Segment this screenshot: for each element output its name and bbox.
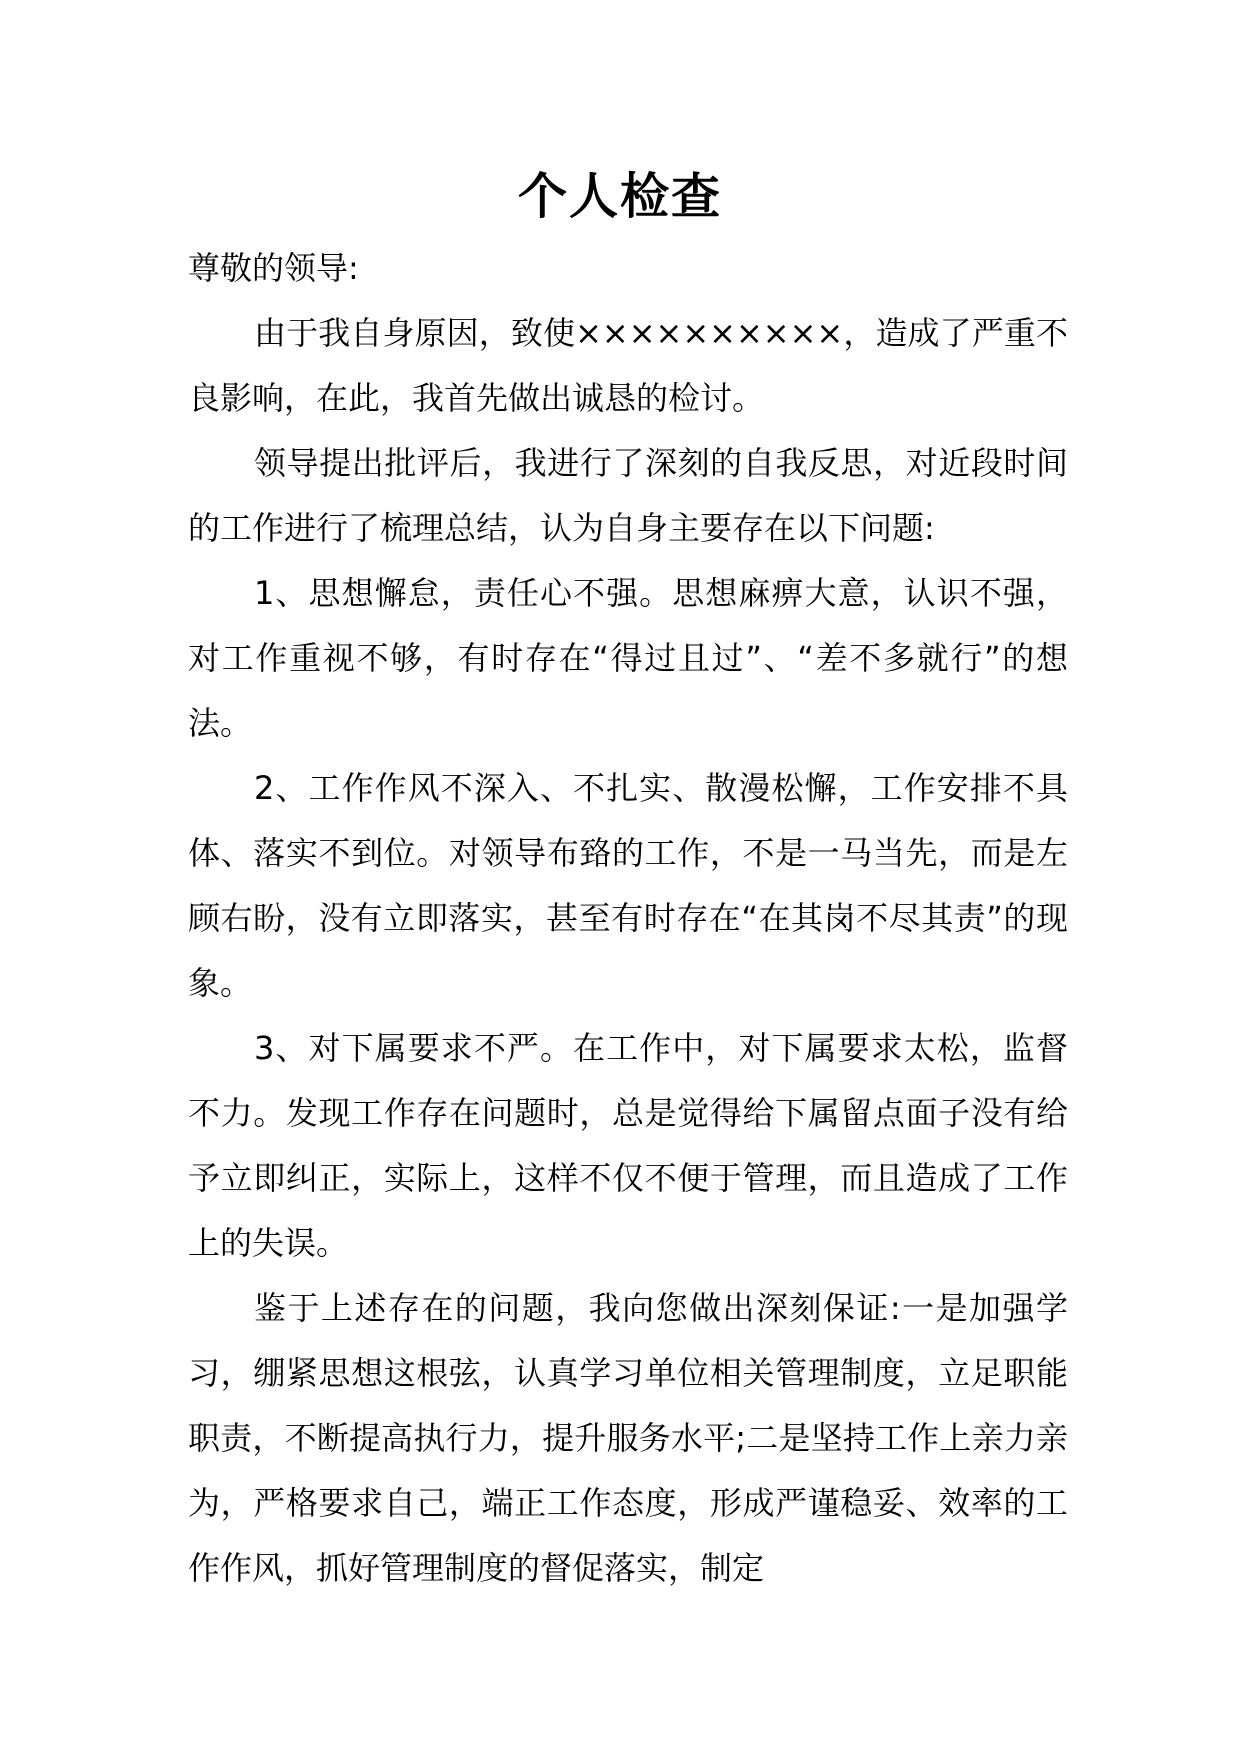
paragraph-6: 鉴于上述存在的问题，我向您做出深刻保证:一是加强学习，绷紧思想这根弦，认真学习单位相关管理制度，立足职能职责，不断提高执行力，提升服务水平;二是坚持工作上亲力亲为，严格要求自己，端正工作态度，形成严谨稳妥、效率的工作作风，抓好管理制度的督促落实，制定 xyxy=(188,1289,1068,1587)
paragraph-3: 1、思想懈怠，责任心不强。思想麻痹大意，认识不强，对工作重视不够，有时存在“得过且过”、“差不多就行”的想法。 xyxy=(188,574,1068,742)
document-body xyxy=(188,236,1068,1601)
document-title: 个人检查 xyxy=(517,168,722,225)
paragraph-1: 由于我自身原因，致使××××××××××，造成了严重不良影响，在此，我首先做出诚恳的检讨。 xyxy=(188,314,1068,417)
greeting-line: 尊敬的领导: xyxy=(188,249,359,287)
paragraph-4: 2、工作作风不深入、不扎实、散漫松懈，工作安排不具体、落实不到位。对领导布臵的工作，不是一马当先，而是左顾右盼，没有立即落实，甚至有时存在“在其岗不尽其责”的现象。 xyxy=(188,769,1068,1002)
paragraph-2: 领导提出批评后，我进行了深刻的自我反思，对近段时间的工作进行了梳理总结，认为自身主要存在以下问题: xyxy=(188,444,1068,547)
paragraph-5: 3、对下属要求不严。在工作中，对下属要求太松，监督不力。发现工作存在问题时，总是觉得给下属留点面子没有给予立即纠正，实际上，这样不仅不便于管理，而且造成了工作上的失误。 xyxy=(188,1029,1068,1262)
